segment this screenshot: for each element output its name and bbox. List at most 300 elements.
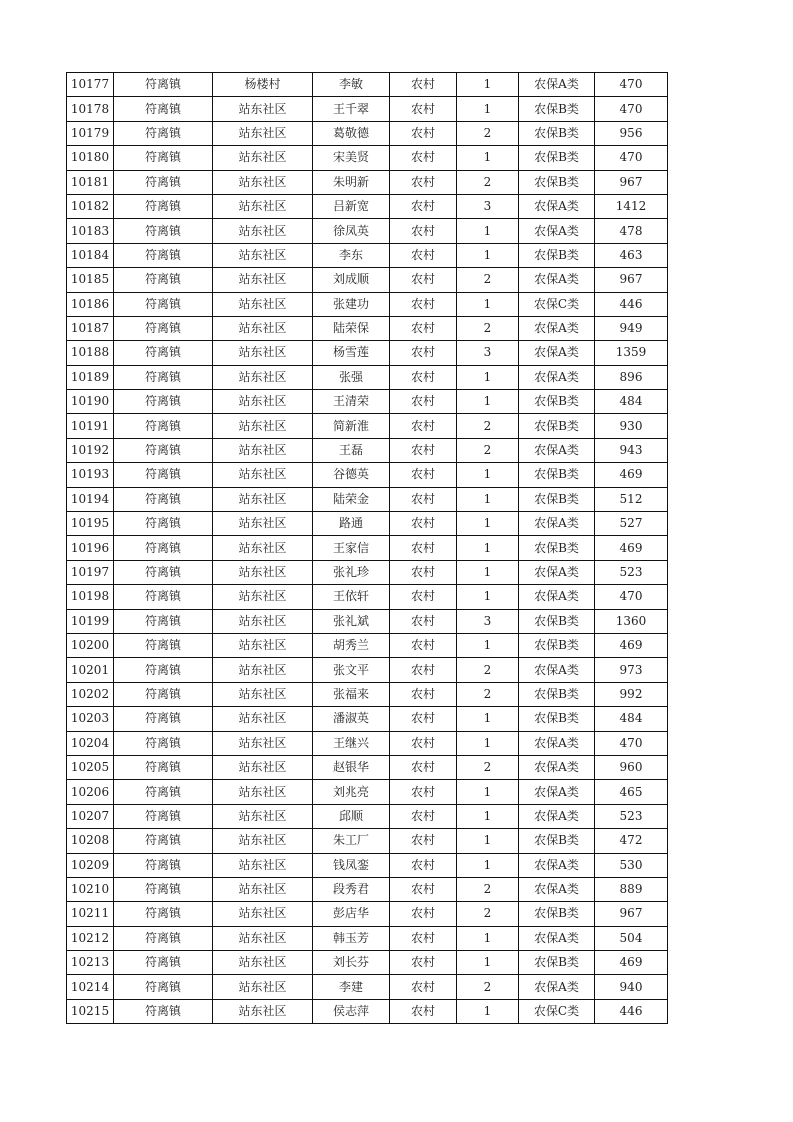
name-cell: 简新淮 bbox=[313, 414, 390, 438]
name-cell: 陆荣保 bbox=[313, 316, 390, 340]
table-row bbox=[67, 316, 668, 340]
village-cell: 站东社区 bbox=[213, 853, 313, 877]
table-row bbox=[67, 707, 668, 731]
town-cell: 符离镇 bbox=[114, 633, 213, 657]
household-count-cell: 3 bbox=[457, 341, 519, 365]
amount-cell: 943 bbox=[595, 438, 668, 462]
insurance-category-cell: 农保A类 bbox=[519, 755, 595, 779]
town-cell: 符离镇 bbox=[114, 219, 213, 243]
insurance-category-cell: 农保B类 bbox=[519, 121, 595, 145]
table-row bbox=[67, 585, 668, 609]
insurance-category-cell: 农保A类 bbox=[519, 658, 595, 682]
name-cell: 葛敬德 bbox=[313, 121, 390, 145]
amount-cell: 889 bbox=[595, 877, 668, 901]
town-cell: 符离镇 bbox=[114, 853, 213, 877]
name-cell: 王千翠 bbox=[313, 97, 390, 121]
name-cell: 张福来 bbox=[313, 682, 390, 706]
area-type-cell: 农村 bbox=[390, 926, 457, 950]
area-type-cell: 农村 bbox=[390, 341, 457, 365]
area-type-cell: 农村 bbox=[390, 536, 457, 560]
id-cell: 10183 bbox=[67, 219, 114, 243]
table-row bbox=[67, 853, 668, 877]
table-row bbox=[67, 73, 668, 97]
village-cell: 站东社区 bbox=[213, 926, 313, 950]
town-cell: 符离镇 bbox=[114, 585, 213, 609]
name-cell: 李敏 bbox=[313, 73, 390, 97]
town-cell: 符离镇 bbox=[114, 97, 213, 121]
insurance-category-cell: 农保B类 bbox=[519, 170, 595, 194]
town-cell: 符离镇 bbox=[114, 194, 213, 218]
table-row bbox=[67, 487, 668, 511]
id-cell: 10181 bbox=[67, 170, 114, 194]
id-cell: 10198 bbox=[67, 585, 114, 609]
amount-cell: 478 bbox=[595, 219, 668, 243]
village-cell: 站东社区 bbox=[213, 658, 313, 682]
id-cell: 10208 bbox=[67, 829, 114, 853]
town-cell: 符离镇 bbox=[114, 780, 213, 804]
table-row bbox=[67, 560, 668, 584]
insurance-category-cell: 农保B类 bbox=[519, 97, 595, 121]
town-cell: 符离镇 bbox=[114, 121, 213, 145]
insurance-category-cell: 农保A类 bbox=[519, 780, 595, 804]
id-cell: 10193 bbox=[67, 463, 114, 487]
name-cell: 胡秀兰 bbox=[313, 633, 390, 657]
area-type-cell: 农村 bbox=[390, 707, 457, 731]
id-cell: 10179 bbox=[67, 121, 114, 145]
id-cell: 10214 bbox=[67, 975, 114, 999]
household-count-cell: 1 bbox=[457, 707, 519, 731]
id-cell: 10201 bbox=[67, 658, 114, 682]
amount-cell: 530 bbox=[595, 853, 668, 877]
id-cell: 10195 bbox=[67, 512, 114, 536]
village-cell: 站东社区 bbox=[213, 463, 313, 487]
insurance-category-cell: 农保A类 bbox=[519, 560, 595, 584]
insurance-category-cell: 农保B类 bbox=[519, 487, 595, 511]
village-cell: 站东社区 bbox=[213, 707, 313, 731]
amount-cell: 967 bbox=[595, 902, 668, 926]
id-cell: 10180 bbox=[67, 146, 114, 170]
amount-cell: 930 bbox=[595, 414, 668, 438]
area-type-cell: 农村 bbox=[390, 438, 457, 462]
village-cell: 站东社区 bbox=[213, 512, 313, 536]
area-type-cell: 农村 bbox=[390, 512, 457, 536]
insurance-category-cell: 农保A类 bbox=[519, 73, 595, 97]
amount-cell: 470 bbox=[595, 73, 668, 97]
table-row bbox=[67, 146, 668, 170]
household-count-cell: 1 bbox=[457, 512, 519, 536]
amount-cell: 956 bbox=[595, 121, 668, 145]
household-count-cell: 1 bbox=[457, 292, 519, 316]
town-cell: 符离镇 bbox=[114, 926, 213, 950]
village-cell: 站东社区 bbox=[213, 609, 313, 633]
area-type-cell: 农村 bbox=[390, 609, 457, 633]
id-cell: 10207 bbox=[67, 804, 114, 828]
name-cell: 宋美贤 bbox=[313, 146, 390, 170]
id-cell: 10211 bbox=[67, 902, 114, 926]
id-cell: 10210 bbox=[67, 877, 114, 901]
town-cell: 符离镇 bbox=[114, 829, 213, 853]
town-cell: 符离镇 bbox=[114, 146, 213, 170]
town-cell: 符离镇 bbox=[114, 536, 213, 560]
area-type-cell: 农村 bbox=[390, 194, 457, 218]
area-type-cell: 农村 bbox=[390, 121, 457, 145]
household-count-cell: 1 bbox=[457, 829, 519, 853]
town-cell: 符离镇 bbox=[114, 292, 213, 316]
name-cell: 张建功 bbox=[313, 292, 390, 316]
id-cell: 10192 bbox=[67, 438, 114, 462]
name-cell: 彭店华 bbox=[313, 902, 390, 926]
village-cell: 站东社区 bbox=[213, 951, 313, 975]
town-cell: 符离镇 bbox=[114, 877, 213, 901]
village-cell: 站东社区 bbox=[213, 902, 313, 926]
insurance-category-cell: 农保A类 bbox=[519, 316, 595, 340]
amount-cell: 470 bbox=[595, 585, 668, 609]
village-cell: 站东社区 bbox=[213, 316, 313, 340]
table-row bbox=[67, 731, 668, 755]
amount-cell: 512 bbox=[595, 487, 668, 511]
id-cell: 10204 bbox=[67, 731, 114, 755]
amount-cell: 469 bbox=[595, 463, 668, 487]
insurance-category-cell: 农保C类 bbox=[519, 999, 595, 1023]
village-cell: 站东社区 bbox=[213, 560, 313, 584]
table-row bbox=[67, 877, 668, 901]
area-type-cell: 农村 bbox=[390, 975, 457, 999]
name-cell: 刘兆亮 bbox=[313, 780, 390, 804]
area-type-cell: 农村 bbox=[390, 658, 457, 682]
id-cell: 10182 bbox=[67, 194, 114, 218]
id-cell: 10209 bbox=[67, 853, 114, 877]
name-cell: 路通 bbox=[313, 512, 390, 536]
village-cell: 站东社区 bbox=[213, 194, 313, 218]
id-cell: 10196 bbox=[67, 536, 114, 560]
town-cell: 符离镇 bbox=[114, 658, 213, 682]
household-count-cell: 1 bbox=[457, 926, 519, 950]
table-row bbox=[67, 633, 668, 657]
insurance-category-cell: 农保A类 bbox=[519, 975, 595, 999]
area-type-cell: 农村 bbox=[390, 365, 457, 389]
insurance-category-cell: 农保A类 bbox=[519, 926, 595, 950]
id-cell: 10200 bbox=[67, 633, 114, 657]
amount-cell: 469 bbox=[595, 536, 668, 560]
town-cell: 符离镇 bbox=[114, 609, 213, 633]
amount-cell: 973 bbox=[595, 658, 668, 682]
village-cell: 站东社区 bbox=[213, 585, 313, 609]
amount-cell: 960 bbox=[595, 755, 668, 779]
household-count-cell: 2 bbox=[457, 658, 519, 682]
table-row bbox=[67, 414, 668, 438]
household-count-cell: 1 bbox=[457, 463, 519, 487]
household-count-cell: 2 bbox=[457, 902, 519, 926]
insurance-category-cell: 农保B类 bbox=[519, 609, 595, 633]
area-type-cell: 农村 bbox=[390, 999, 457, 1023]
town-cell: 符离镇 bbox=[114, 682, 213, 706]
area-type-cell: 农村 bbox=[390, 146, 457, 170]
insurance-category-cell: 农保B类 bbox=[519, 682, 595, 706]
village-cell: 站东社区 bbox=[213, 268, 313, 292]
village-cell: 站东社区 bbox=[213, 682, 313, 706]
amount-cell: 463 bbox=[595, 243, 668, 267]
area-type-cell: 农村 bbox=[390, 316, 457, 340]
amount-cell: 896 bbox=[595, 365, 668, 389]
table-row bbox=[67, 975, 668, 999]
amount-cell: 1359 bbox=[595, 341, 668, 365]
household-count-cell: 3 bbox=[457, 194, 519, 218]
household-count-cell: 2 bbox=[457, 755, 519, 779]
village-cell: 站东社区 bbox=[213, 243, 313, 267]
household-count-cell: 2 bbox=[457, 975, 519, 999]
insurance-category-cell: 农保B类 bbox=[519, 414, 595, 438]
name-cell: 徐凤英 bbox=[313, 219, 390, 243]
area-type-cell: 农村 bbox=[390, 560, 457, 584]
town-cell: 符离镇 bbox=[114, 438, 213, 462]
id-cell: 10184 bbox=[67, 243, 114, 267]
id-cell: 10189 bbox=[67, 365, 114, 389]
household-count-cell: 1 bbox=[457, 243, 519, 267]
table-row bbox=[67, 951, 668, 975]
insurance-category-cell: 农保B类 bbox=[519, 633, 595, 657]
table-row bbox=[67, 804, 668, 828]
area-type-cell: 农村 bbox=[390, 243, 457, 267]
household-count-cell: 1 bbox=[457, 633, 519, 657]
town-cell: 符离镇 bbox=[114, 73, 213, 97]
insurance-category-cell: 农保A类 bbox=[519, 341, 595, 365]
area-type-cell: 农村 bbox=[390, 829, 457, 853]
town-cell: 符离镇 bbox=[114, 512, 213, 536]
area-type-cell: 农村 bbox=[390, 951, 457, 975]
name-cell: 潘淑英 bbox=[313, 707, 390, 731]
name-cell: 韩玉芳 bbox=[313, 926, 390, 950]
village-cell: 站东社区 bbox=[213, 146, 313, 170]
name-cell: 赵银华 bbox=[313, 755, 390, 779]
name-cell: 王家信 bbox=[313, 536, 390, 560]
insurance-category-cell: 农保B类 bbox=[519, 707, 595, 731]
household-count-cell: 1 bbox=[457, 97, 519, 121]
id-cell: 10185 bbox=[67, 268, 114, 292]
area-type-cell: 农村 bbox=[390, 682, 457, 706]
table-row bbox=[67, 170, 668, 194]
household-count-cell: 1 bbox=[457, 536, 519, 560]
amount-cell: 446 bbox=[595, 292, 668, 316]
name-cell: 王依轩 bbox=[313, 585, 390, 609]
table-row bbox=[67, 97, 668, 121]
table-row bbox=[67, 292, 668, 316]
household-count-cell: 1 bbox=[457, 560, 519, 584]
id-cell: 10203 bbox=[67, 707, 114, 731]
name-cell: 王继兴 bbox=[313, 731, 390, 755]
name-cell: 李东 bbox=[313, 243, 390, 267]
town-cell: 符离镇 bbox=[114, 414, 213, 438]
name-cell: 张文平 bbox=[313, 658, 390, 682]
table-row bbox=[67, 780, 668, 804]
household-count-cell: 1 bbox=[457, 804, 519, 828]
household-count-cell: 1 bbox=[457, 390, 519, 414]
amount-cell: 967 bbox=[595, 170, 668, 194]
household-count-cell: 1 bbox=[457, 365, 519, 389]
household-count-cell: 1 bbox=[457, 853, 519, 877]
insurance-category-cell: 农保A类 bbox=[519, 194, 595, 218]
table-row bbox=[67, 341, 668, 365]
name-cell: 朱明新 bbox=[313, 170, 390, 194]
table-body bbox=[67, 73, 668, 1024]
area-type-cell: 农村 bbox=[390, 292, 457, 316]
table-row bbox=[67, 682, 668, 706]
table-row bbox=[67, 658, 668, 682]
village-cell: 站东社区 bbox=[213, 121, 313, 145]
household-count-cell: 2 bbox=[457, 682, 519, 706]
village-cell: 站东社区 bbox=[213, 487, 313, 511]
table-row bbox=[67, 829, 668, 853]
name-cell: 张礼斌 bbox=[313, 609, 390, 633]
insurance-category-cell: 农保B类 bbox=[519, 390, 595, 414]
insurance-category-cell: 农保B类 bbox=[519, 536, 595, 560]
area-type-cell: 农村 bbox=[390, 219, 457, 243]
household-count-cell: 1 bbox=[457, 585, 519, 609]
insurance-category-cell: 农保A类 bbox=[519, 731, 595, 755]
area-type-cell: 农村 bbox=[390, 170, 457, 194]
town-cell: 符离镇 bbox=[114, 804, 213, 828]
amount-cell: 523 bbox=[595, 560, 668, 584]
records-table bbox=[66, 72, 668, 1024]
name-cell: 王磊 bbox=[313, 438, 390, 462]
town-cell: 符离镇 bbox=[114, 170, 213, 194]
insurance-category-cell: 农保A类 bbox=[519, 268, 595, 292]
village-cell: 站东社区 bbox=[213, 780, 313, 804]
amount-cell: 523 bbox=[595, 804, 668, 828]
amount-cell: 472 bbox=[595, 829, 668, 853]
village-cell: 站东社区 bbox=[213, 804, 313, 828]
amount-cell: 527 bbox=[595, 512, 668, 536]
id-cell: 10212 bbox=[67, 926, 114, 950]
amount-cell: 469 bbox=[595, 951, 668, 975]
area-type-cell: 农村 bbox=[390, 804, 457, 828]
insurance-category-cell: 农保B类 bbox=[519, 902, 595, 926]
town-cell: 符离镇 bbox=[114, 390, 213, 414]
name-cell: 杨雪莲 bbox=[313, 341, 390, 365]
table-row bbox=[67, 536, 668, 560]
town-cell: 符离镇 bbox=[114, 731, 213, 755]
name-cell: 谷德英 bbox=[313, 463, 390, 487]
household-count-cell: 2 bbox=[457, 438, 519, 462]
insurance-category-cell: 农保B类 bbox=[519, 463, 595, 487]
village-cell: 杨楼村 bbox=[213, 73, 313, 97]
table-row bbox=[67, 438, 668, 462]
area-type-cell: 农村 bbox=[390, 390, 457, 414]
household-count-cell: 1 bbox=[457, 73, 519, 97]
village-cell: 站东社区 bbox=[213, 975, 313, 999]
table-row bbox=[67, 609, 668, 633]
table-row bbox=[67, 999, 668, 1023]
town-cell: 符离镇 bbox=[114, 902, 213, 926]
id-cell: 10202 bbox=[67, 682, 114, 706]
town-cell: 符离镇 bbox=[114, 341, 213, 365]
table-row bbox=[67, 463, 668, 487]
insurance-category-cell: 农保B类 bbox=[519, 829, 595, 853]
name-cell: 王清荣 bbox=[313, 390, 390, 414]
table-row bbox=[67, 390, 668, 414]
amount-cell: 470 bbox=[595, 146, 668, 170]
table-row bbox=[67, 926, 668, 950]
household-count-cell: 1 bbox=[457, 780, 519, 804]
town-cell: 符离镇 bbox=[114, 755, 213, 779]
insurance-category-cell: 农保A类 bbox=[519, 365, 595, 389]
village-cell: 站东社区 bbox=[213, 292, 313, 316]
amount-cell: 469 bbox=[595, 633, 668, 657]
village-cell: 站东社区 bbox=[213, 390, 313, 414]
name-cell: 李建 bbox=[313, 975, 390, 999]
id-cell: 10178 bbox=[67, 97, 114, 121]
name-cell: 邱顺 bbox=[313, 804, 390, 828]
id-cell: 10186 bbox=[67, 292, 114, 316]
name-cell: 侯志萍 bbox=[313, 999, 390, 1023]
id-cell: 10187 bbox=[67, 316, 114, 340]
name-cell: 张强 bbox=[313, 365, 390, 389]
amount-cell: 1360 bbox=[595, 609, 668, 633]
household-count-cell: 2 bbox=[457, 268, 519, 292]
amount-cell: 484 bbox=[595, 707, 668, 731]
id-cell: 10213 bbox=[67, 951, 114, 975]
table-row bbox=[67, 902, 668, 926]
village-cell: 站东社区 bbox=[213, 414, 313, 438]
amount-cell: 470 bbox=[595, 97, 668, 121]
town-cell: 符离镇 bbox=[114, 707, 213, 731]
area-type-cell: 农村 bbox=[390, 414, 457, 438]
household-count-cell: 2 bbox=[457, 316, 519, 340]
town-cell: 符离镇 bbox=[114, 243, 213, 267]
name-cell: 刘成顺 bbox=[313, 268, 390, 292]
town-cell: 符离镇 bbox=[114, 487, 213, 511]
name-cell: 朱工厂 bbox=[313, 829, 390, 853]
village-cell: 站东社区 bbox=[213, 97, 313, 121]
insurance-category-cell: 农保A类 bbox=[519, 219, 595, 243]
table-row bbox=[67, 755, 668, 779]
area-type-cell: 农村 bbox=[390, 487, 457, 511]
village-cell: 站东社区 bbox=[213, 731, 313, 755]
household-count-cell: 1 bbox=[457, 731, 519, 755]
area-type-cell: 农村 bbox=[390, 853, 457, 877]
village-cell: 站东社区 bbox=[213, 365, 313, 389]
table-row bbox=[67, 243, 668, 267]
table-row bbox=[67, 365, 668, 389]
id-cell: 10177 bbox=[67, 73, 114, 97]
area-type-cell: 农村 bbox=[390, 268, 457, 292]
village-cell: 站东社区 bbox=[213, 877, 313, 901]
insurance-category-cell: 农保A类 bbox=[519, 438, 595, 462]
household-count-cell: 2 bbox=[457, 877, 519, 901]
insurance-category-cell: 农保B类 bbox=[519, 146, 595, 170]
area-type-cell: 农村 bbox=[390, 731, 457, 755]
insurance-category-cell: 农保A类 bbox=[519, 585, 595, 609]
area-type-cell: 农村 bbox=[390, 585, 457, 609]
household-count-cell: 1 bbox=[457, 999, 519, 1023]
area-type-cell: 农村 bbox=[390, 780, 457, 804]
household-count-cell: 1 bbox=[457, 487, 519, 511]
id-cell: 10197 bbox=[67, 560, 114, 584]
id-cell: 10205 bbox=[67, 755, 114, 779]
amount-cell: 949 bbox=[595, 316, 668, 340]
amount-cell: 465 bbox=[595, 780, 668, 804]
amount-cell: 470 bbox=[595, 731, 668, 755]
household-count-cell: 2 bbox=[457, 121, 519, 145]
id-cell: 10199 bbox=[67, 609, 114, 633]
name-cell: 吕新宽 bbox=[313, 194, 390, 218]
amount-cell: 992 bbox=[595, 682, 668, 706]
insurance-category-cell: 农保A类 bbox=[519, 804, 595, 828]
amount-cell: 504 bbox=[595, 926, 668, 950]
area-type-cell: 农村 bbox=[390, 877, 457, 901]
village-cell: 站东社区 bbox=[213, 536, 313, 560]
area-type-cell: 农村 bbox=[390, 97, 457, 121]
amount-cell: 1412 bbox=[595, 194, 668, 218]
